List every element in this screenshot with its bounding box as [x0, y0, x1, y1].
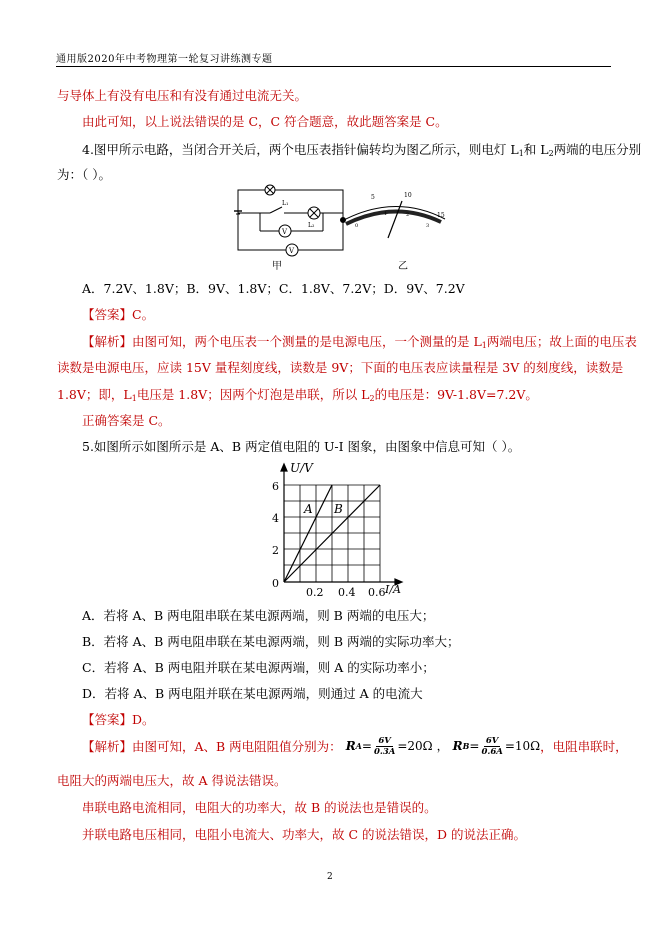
resistance-formula-a: R A = $\frac{6V}{0.3A}$ =20Ω [345, 736, 433, 757]
dial-label: 0 [355, 223, 359, 229]
question-5-explanation-cont: 串联电路电流相同，电阻大的功率大，故 B 的说法也是错误的。 [82, 800, 437, 815]
dial-label: 3 [426, 223, 430, 229]
y-tick: 6 [272, 480, 279, 493]
question-4-explanation: 【解析】由图可知，两个电压表一个测量的是电源电压，一个测量的是 $L_1$两端电压；故上面的电压表 [82, 334, 637, 350]
figure-label-jia: 甲 [272, 261, 282, 272]
option-a: A．若将 A、B 两电阻串联在某电源两端，则 B 两端的电压大； [82, 608, 435, 623]
y-axis-label: U/V [290, 461, 313, 475]
question-5-explanation: 【解析】由图可知，A、B 两电阻阻值分别为： R A = $\frac{6V}{0.3A}$ =20Ω ， R B = $\frac{6V}{0.6A}$ =10Ω ，电阻串联时， [82, 736, 628, 757]
resistance-formula-b: R B = $\frac{6V}{0.6A}$ =10Ω [452, 736, 541, 757]
ui-graph [264, 460, 414, 600]
dial-label: 2 [406, 212, 410, 218]
question-5-explanation-cont: 电阻大的两端电压大，故 A 得说法错误。 [57, 773, 287, 788]
voltmeter-symbol: V [289, 247, 295, 255]
figure-circuit-and-meter [230, 183, 450, 275]
x-tick: 0.6 [368, 586, 386, 599]
line-a [284, 485, 332, 582]
x-axis-label: I/A [385, 583, 401, 596]
dial-label: 15 [437, 212, 445, 219]
line-b-label: B [334, 502, 343, 516]
circuit-diagram [234, 185, 343, 256]
voltmeter-symbol: V [282, 228, 288, 236]
y-tick: 0 [272, 577, 279, 590]
option-d: D．若将 A、B 两电阻并联在某电源两端，则通过 A 的电流大 [82, 686, 423, 701]
voltmeter-dial [341, 201, 446, 238]
question-4-stem-cont: 为：（ ）。 [57, 167, 111, 182]
x-tick: 0.2 [306, 586, 324, 599]
question-4-options: A．7.2V、1.8V；B．9V、1.8V；C．1.8V、7.2V；D．9V、7.2V [82, 281, 465, 296]
x-tick: 0.4 [338, 586, 356, 599]
figure-label-yi: 乙 [398, 261, 408, 272]
dial-label: 10 [404, 192, 412, 199]
question-4-stem: 4.图甲所示电路，当闭合开关后，两个电压表指针偏转均为图乙所示，则电灯 $L_1$和 $L_2$两端的电压分别 [82, 142, 642, 158]
dial-label: 1 [384, 211, 388, 217]
y-tick: 2 [272, 544, 279, 557]
page-number: 2 [327, 872, 333, 882]
question-5-answer: 【答案】D。 [82, 712, 155, 727]
dial-label: 5 [371, 194, 375, 201]
option-c: C．若将 A、B 两电阻并联在某电源两端，则 A 的实际功率小； [82, 660, 435, 675]
header-rule [56, 66, 611, 67]
text-line: 由此可知，以上说法错误的是 C，C 符合题意，故此题答案是 C。 [82, 114, 448, 129]
question-4-correct: 正确答案是 C。 [82, 413, 171, 428]
text-line: 与导体上有没有电压和有没有通过电流无关。 [57, 88, 308, 103]
question-4-explanation-cont: 读数是电源电压，应读 15V 量程刻度线，读数是 9V；下面的电压表应读量程是 3V 的刻度线，读数是 [57, 360, 624, 375]
y-tick: 4 [272, 512, 279, 525]
question-5-stem: 5.如图所示如图所示是 A、B 两定值电阻的 U-I 图象，由图象中信息可知（ ）。 [82, 439, 521, 454]
page-header: 通用版2020年中考物理第一轮复习讲练测专题 [56, 54, 273, 65]
question-4-answer: 【答案】C。 [82, 307, 155, 322]
question-4-explanation-cont: 1.8V；即，$L_1$电压是 1.8V；因两个灯泡是串联，所以 $L_2$的电压是：9V-1.8V=7.2V。 [57, 387, 538, 403]
line-a-label: A [304, 502, 313, 516]
question-5-explanation-cont: 并联电路电压相同，电阻小电流大、功率大，故 C 的说法错误，D 的说法正确。 [82, 827, 527, 842]
lamp1-label: L₁ [282, 200, 289, 207]
option-b: B．若将 A、B 两电阻串联在某电源两端，则 B 两端的实际功率大； [82, 634, 460, 649]
lamp2-label: L₂ [308, 222, 315, 229]
